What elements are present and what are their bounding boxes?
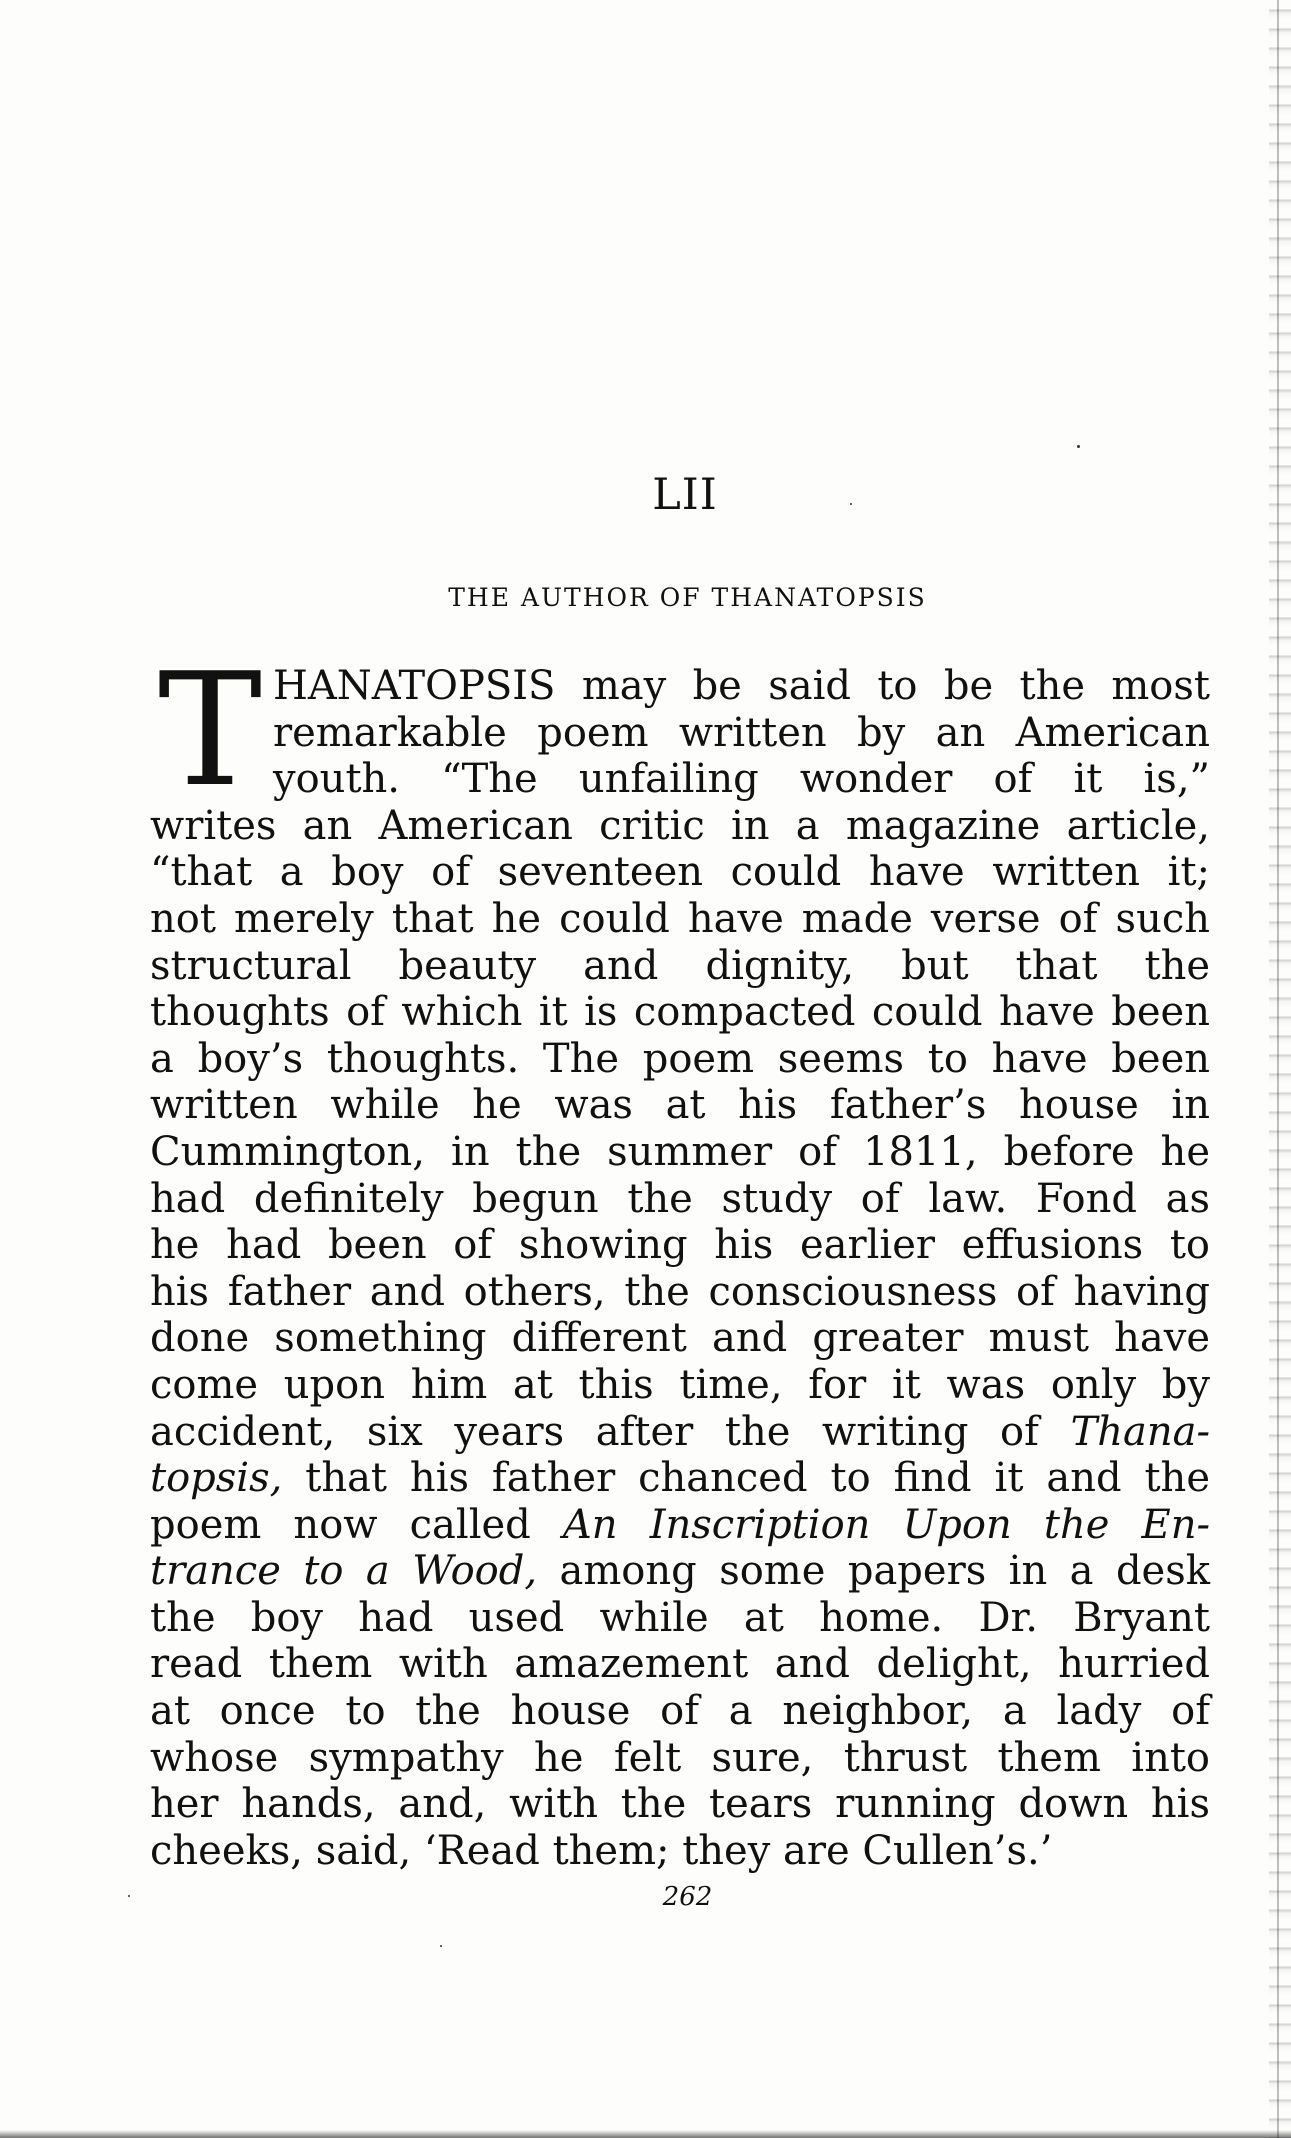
scan-edge-shadow (1269, 0, 1291, 2138)
text-line: the boy had used while at home. Dr. Bryant (150, 1594, 1210, 1641)
chapter-title: THE AUTHOR OF THANATOPSIS (448, 583, 927, 612)
text-segment: accident, six years after the writing of (150, 1408, 1071, 1455)
body-text (150, 663, 1210, 1874)
italic-title: An Inscription Upon the En- (562, 1501, 1211, 1548)
text-line: not merely that he could have made verse of such (150, 895, 1210, 942)
text-line: youth. “The unfailing wonder of it is,” (273, 756, 1210, 803)
text-line: writes an American critic in a magazine article, (150, 802, 1210, 849)
text-line (150, 1548, 1210, 1595)
text-segment: that his father chanced to find it and the (282, 1455, 1210, 1502)
text-line (150, 1502, 1210, 1549)
text-line: structural beauty and dignity, but that the (150, 942, 1210, 989)
text-line: his father and others, the consciousness of having (150, 1268, 1210, 1315)
text-line: whose sympathy he felt sure, thrust them into (150, 1734, 1210, 1781)
text-line: he had been of showing his earlier effusions to (150, 1222, 1210, 1269)
text-line: had definitely begun the study of law. Fond as (150, 1175, 1210, 1222)
text-line: her hands, and, with the tears running down his (150, 1781, 1210, 1828)
text-segment: poem now called (150, 1501, 563, 1548)
text-line (150, 1409, 1210, 1456)
text-line: HANATOPSIS may be said to be the most (273, 663, 1210, 709)
text-line: cheeks, said, ‘Read them; they are Cullen’s.’ (150, 1827, 1053, 1874)
italic-title: trance to a Wood, (150, 1548, 538, 1595)
text-segment: among some papers in a desk (537, 1548, 1210, 1595)
page-number: 262 (662, 1882, 713, 1912)
text-line: “that a boy of seventeen could have written it; (150, 849, 1210, 896)
text-line: Cummington, in the summer of 1811, before he (150, 1128, 1210, 1175)
text-line: remarkable poem written by an American (273, 709, 1210, 756)
italic-title: Thana- (1070, 1408, 1210, 1455)
chapter-number: LII (652, 470, 718, 520)
scan-speck (1077, 445, 1080, 448)
text-line: a boy’s thoughts. The poem seems to have been (150, 1035, 1210, 1082)
text-line: at once to the house of a neighbor, a lady of (150, 1688, 1210, 1735)
scan-speck (440, 1945, 442, 1947)
text-line: come upon him at this time, for it was only by (150, 1361, 1210, 1408)
text-line: done something different and greater must have (150, 1315, 1210, 1362)
text-line: read them with amazement and delight, hurried (150, 1641, 1210, 1688)
text-line: written while he was at his father’s house in (150, 1082, 1210, 1129)
scan-edge-line (1277, 0, 1279, 2138)
drop-cap: T (158, 639, 263, 821)
italic-title: topsis, (150, 1455, 283, 1502)
text-line (150, 1455, 1210, 1502)
scan-bottom-edge (0, 2130, 1291, 2138)
text-line: thoughts of which it is compacted could have been (150, 989, 1210, 1036)
